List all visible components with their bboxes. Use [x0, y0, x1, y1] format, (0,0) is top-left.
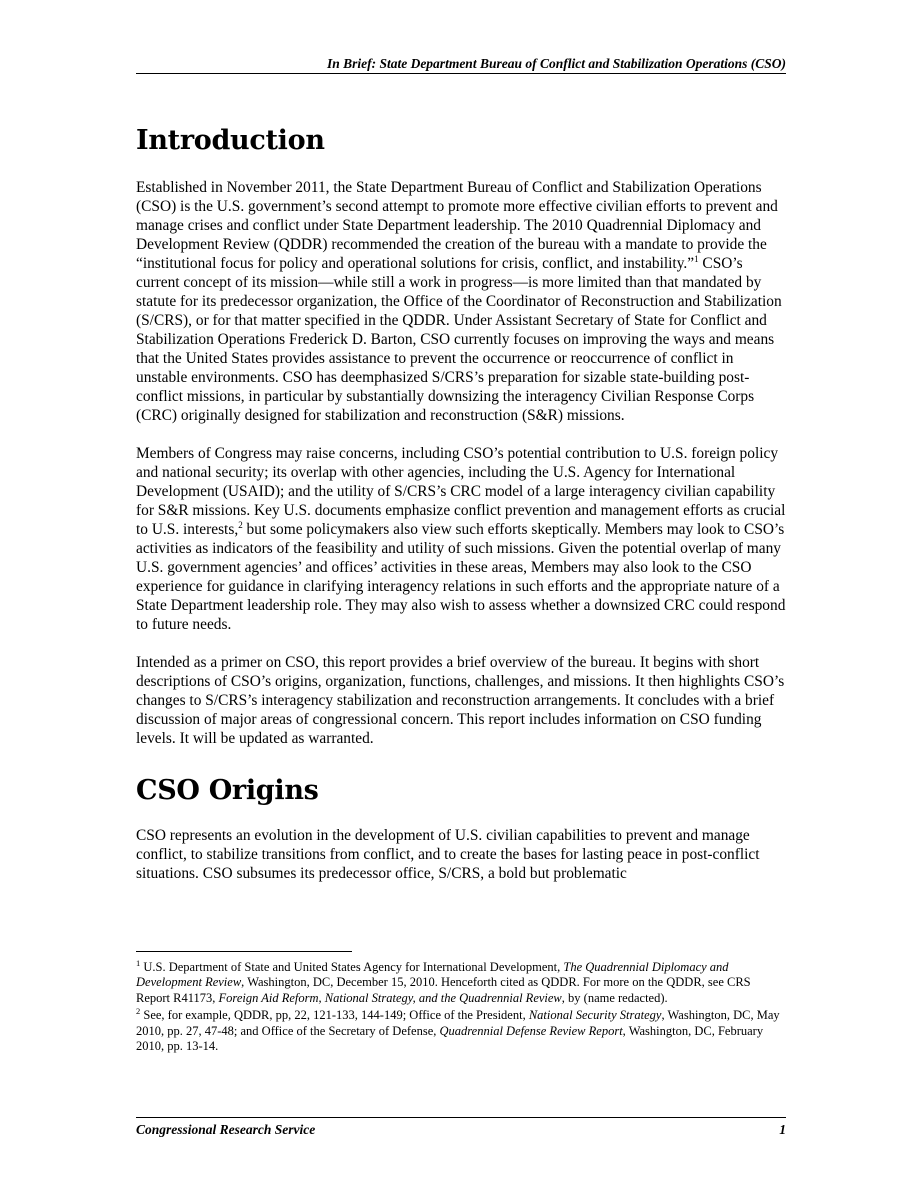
footnote-text: See, for example, QDDR, pp, 22, 121-133, 144-149; Office of the President,	[140, 1008, 529, 1023]
section-heading-cso-origins: CSO Origins	[136, 775, 319, 806]
paragraph-text: Established in November 2011, the State Department Bureau of Conflict and Stabilization Operations (CSO) is the U.S. government’s second attempt to promote more effective civilian efforts to prevent and manage crises and conflict under State Department leadership. The 2010 Quadrennial Diplomacy and Development Review (QDDR) recommended the creation of the bureau with a mandate to provide the “institutional focus for policy and operational solutions for crisis, conflict, and instability.”	[136, 179, 778, 272]
paragraph-text: Members of Congress may raise concerns, including CSO’s potential contribution to U.S. foreign policy and national security; its overlap with other agencies, including the U.S. Agency for International Development (USAID); and the utility of S/CRS’s CRC model of a large interagency civilian capability for S&R missions. Key U.S. documents emphasize conflict prevention and management efforts as crucial to U.S. interests,	[136, 445, 786, 538]
footer-publisher: Congressional Research Service	[136, 1122, 316, 1137]
footnote-title: Foreign Aid Reform, National Strategy, and the Quadrennial Review	[218, 990, 562, 1005]
section-heading-introduction: Introduction	[136, 125, 325, 156]
footnotes	[136, 957, 786, 1056]
paragraph-intro-1	[136, 178, 786, 425]
running-header: In Brief: State Department Bureau of Conflict and Stabilization Operations (CSO)	[326, 56, 786, 71]
footnote-2	[136, 1008, 786, 1054]
paragraph-origins-1	[136, 826, 786, 883]
paragraph-text: CSO’s current concept of its mission—while still a work in progress—is more limited than that mandated by statute for its predecessor organization, the Office of the Coordinator of Reconstruction and Stabilization (S/CRS), or for that matter specified in the QDDR. Under Assistant Secretary of State for Conflict and Stabilization Operations Frederick D. Barton, CSO currently focuses on improving the ways and means that the United States provides assistance to prevent the occurrence or reoccurrence of conflict in unstable environments. CSO has deemphasized S/CRS’s preparation for sizable state-building post-conflict missions, in particular by substantially downsizing the interagency Civilian Response Corps (CRC) originally designed for stabilization and reconstruction (S&R) missions.	[136, 255, 782, 424]
footnote-1	[136, 957, 786, 1006]
header-rule	[136, 73, 786, 74]
footnote-text: U.S. Department of State and United States Agency for International Development,	[140, 960, 564, 974]
footnote-title: The Quadrennial Diplomacy and Development Review	[136, 960, 729, 990]
page-number: 1	[779, 1122, 786, 1137]
footnote-ref-1[interactable]: 1	[694, 253, 699, 264]
footnote-text: , by (name redacted).	[561, 990, 668, 1005]
paragraph-text: CSO represents an evolution in the development of U.S. civilian capabilities to prevent and manage conflict, to stabilize transitions from conflict, and to create the bases for lasting peace in post-conflict situations. CSO subsumes its predecessor office, S/CRS, a bold but problematic	[136, 827, 760, 882]
footnote-number: 2	[136, 1006, 141, 1017]
footnote-number: 1	[136, 957, 141, 968]
main-content	[136, 124, 786, 902]
footnote-title: National Security Strategy	[528, 1008, 662, 1023]
footnote-separator	[136, 951, 352, 952]
footnote-text: , Washington, DC, May 2010, pp. 27, 47-48; and Office of the Secretary of Defense,	[136, 1008, 780, 1038]
paragraph-text: Intended as a primer on CSO, this report provides a brief overview of the bureau. It begins with short descriptions of CSO’s origins, organization, functions, challenges, and missions. It then highlights CSO’s changes to S/CRS’s interagency stabilization and reconstruction arrangements. It concludes with a brief discussion of major areas of congressional concern. This report includes information on CSO funding levels. It will be updated as warranted.	[136, 654, 785, 747]
footnote-title: Quadrennial Defense Review Report	[439, 1023, 623, 1038]
paragraph-intro-2	[136, 444, 786, 634]
footnote-text: , Washington, DC, February 2010, pp. 13-14.	[136, 1023, 764, 1054]
footer-rule	[136, 1117, 786, 1118]
paragraph-text: but some policymakers also view such efforts skeptically. Members may look to CSO’s activities as indicators of the feasibility and utility of such missions. Given the potential overlap of many U.S. government agencies’ and offices’ activities in these areas, Members may also look to the CSO experience for guidance in clarifying interagency relations in such efforts and the appropriate nature of a State Department leadership role. They may also wish to assess whether a downsized CRC could respond to future needs.	[136, 521, 786, 633]
paragraph-intro-3	[136, 653, 786, 748]
footnote-ref-2[interactable]: 2	[238, 519, 243, 530]
footnote-text: , Washington, DC, December 15, 2010. Henceforth cited as QDDR. For more on the QDDR, see CRS Report R41173,	[136, 975, 751, 1005]
